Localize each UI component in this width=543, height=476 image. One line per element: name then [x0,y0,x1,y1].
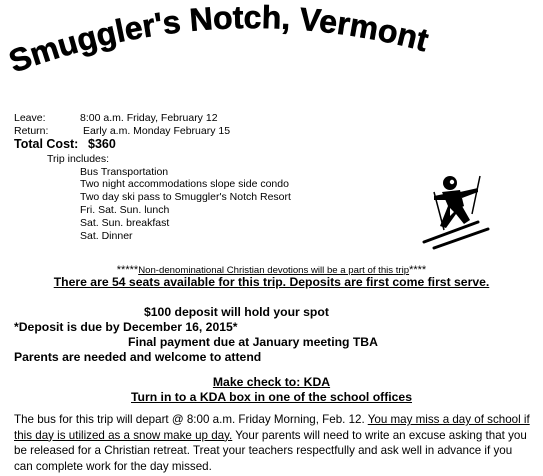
deposit-line: $100 deposit will hold your spot [144,305,329,319]
closing-part3: Your parents will need to write an excuse asking that you be released for a Christian retreat. Treat your teachers respectfully and ask well in advance if you can complete work for the day missed. [14,428,527,473]
return-label: Return: [14,125,49,137]
seats-notice: There are 54 seats available for this trip. Deposits are first come first serve. [53,275,490,289]
devotions-suffix: **** [409,264,427,276]
includes-item: Bus Transportation [80,166,169,178]
includes-item: Sat. Dinner [80,230,133,242]
svg-text:Smuggler's Notch, Vermont [4,0,432,80]
make-check-line: Make check to: KDA [212,375,331,389]
total-cost-label: Total Cost: [14,137,79,151]
turn-in-line: Turn in to a KDA box in one of the school offices [131,390,412,404]
closing-part1: The bus for this trip will depart @ 8:00 a.m. Friday Morning, Feb. 12. [14,413,365,426]
includes-item: Two night accommodations slope side condo [80,178,289,190]
page-title: Smuggler's Notch, Vermont [4,0,433,80]
includes-heading: Trip includes: [47,153,110,165]
final-payment-line: Final payment due at January meeting TBA [128,335,378,349]
parents-line: Parents are needed and welcome to attend [14,350,262,364]
closing-part2: You may miss a day of school if this day is utilized as a snow make up day. [14,413,530,442]
deposit-due-line: *Deposit is due by December 16, 2015* [14,320,238,334]
leave-value: 8:00 a.m. Friday, February 12 [80,112,218,124]
closing-paragraph [14,412,530,474]
devotions-prefix: ***** [116,264,139,276]
includes-item: Sat. Sun. breakfast [80,217,170,229]
includes-item: Fri. Sat. Sun. lunch [80,204,170,216]
total-cost-value: $360 [88,137,116,151]
leave-label: Leave: [14,112,46,124]
devotions-text: Non-denominational Christian devotions will be a part of this trip [138,265,410,276]
return-value: Early a.m. Monday February 15 [83,125,231,137]
skier-icon [420,172,500,250]
includes-item: Two day ski pass to Smuggler's Notch Resort [80,191,291,203]
title-wordart [0,0,543,100]
